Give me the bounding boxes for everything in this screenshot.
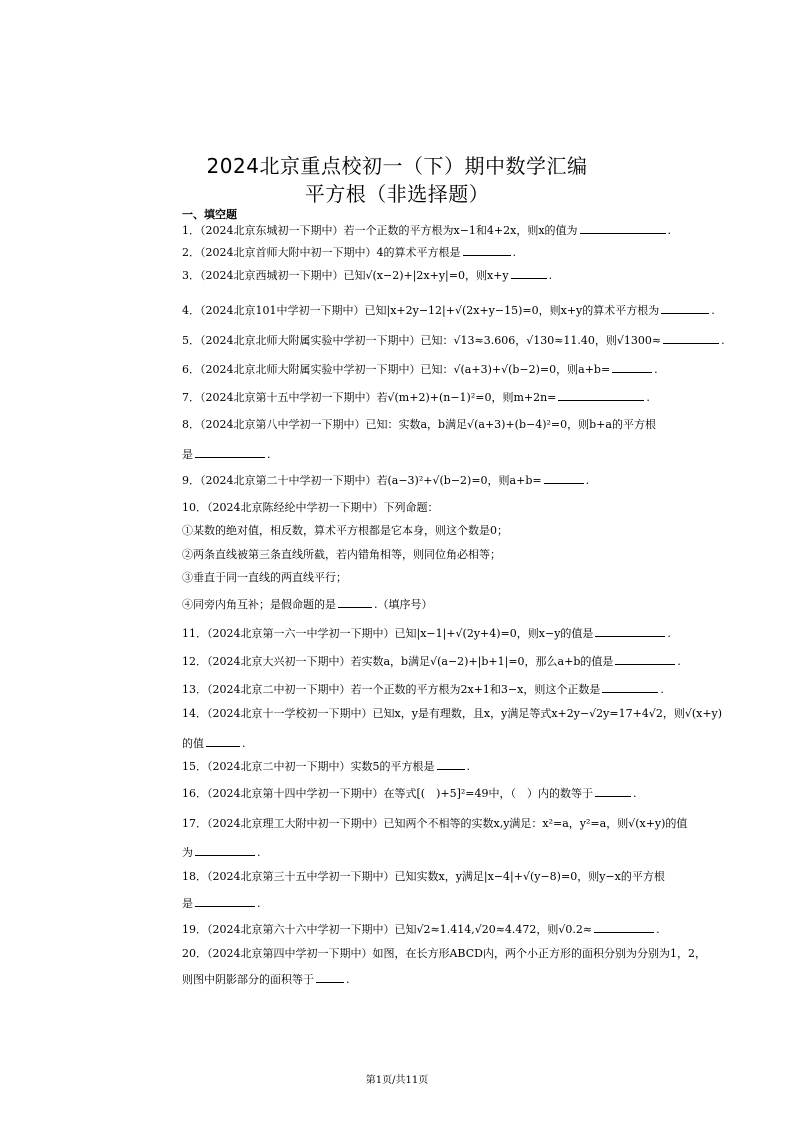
- question-line: [182, 548, 756, 562]
- question-suffix: .: [257, 846, 261, 859]
- question-line: [182, 947, 756, 961]
- question-line: [182, 244, 756, 260]
- answer-blank[interactable]: [338, 596, 372, 608]
- question-line: [182, 446, 756, 462]
- answer-blank[interactable]: [594, 921, 654, 933]
- question-text: 2．（2024北京首师大附中初一下期中）4的算术平方根是: [182, 246, 461, 259]
- question-suffix: .（填序号）: [374, 598, 433, 611]
- question-text: 15．（2024北京二中初一下期中）实数5的平方根是: [182, 760, 435, 773]
- question-text: 16．（2024北京第十四中学初一下期中）在等式[( )+5]²=49中，（ ）内的数等于: [182, 787, 593, 800]
- question-text: 10．（2024北京陈经纶中学初一下期中）下列命题：: [182, 501, 439, 514]
- question-line: [182, 844, 756, 860]
- question-text: 3．（2024北京西城初一下期中）已知√(x−2)+|2x+y|=0，则x+y: [182, 269, 509, 282]
- question-line: [182, 267, 756, 283]
- page-footer: 第1页/共11页: [365, 1075, 429, 1086]
- question-text: 6．（2024北京北师大附属实验中学初一下期中）已知：√(a+3)+√(b−2)=0，则a+b=: [182, 363, 611, 376]
- question-text: 1．（2024北京东城初一下期中）若一个正数的平方根为x−1和4+2x，则x的值为: [182, 224, 578, 237]
- answer-blank[interactable]: [316, 971, 344, 983]
- section-heading: 一、填空题: [182, 208, 237, 221]
- question-line: [182, 418, 756, 432]
- question-line: [182, 707, 756, 721]
- question-suffix: .: [711, 304, 715, 317]
- question-suffix: .: [633, 787, 637, 800]
- question-suffix: .: [656, 923, 660, 936]
- question-text: 11．（2024北京第一六一中学初一下期中）已知|x−1|+√(2y+4)=0，则x−y的值是: [182, 627, 594, 640]
- question-line: [182, 472, 756, 488]
- question-line: [182, 302, 756, 318]
- question-text: 18．（2024北京第三十五中学初一下期中）已知实数x，y满足|x−4|+√(y−8)=0，则y−x的平方根: [182, 870, 665, 883]
- question-text: 14．（2024北京十一学校初一下期中）已知x，y是有理数，且x，y满足等式x+2y−√2y=17+4√2，则√(x+y): [182, 707, 723, 720]
- question-suffix: .: [548, 269, 553, 282]
- answer-blank[interactable]: [595, 625, 665, 637]
- question-suffix: .: [667, 627, 671, 640]
- answer-blank[interactable]: [195, 446, 265, 458]
- question-text: ②两条直线被第三条直线所截，若内错角相等，则同位角必相等；: [182, 548, 501, 561]
- question-line: [182, 870, 756, 884]
- document-subtitle: 平方根（非选择题）: [304, 182, 490, 206]
- question-text: 9．（2024北京第二十中学初一下期中）若(a−3)²+√(b−2)=0，则a+b=: [182, 474, 542, 487]
- question-line: [182, 735, 756, 751]
- question-line: [182, 758, 756, 774]
- question-line: [182, 524, 756, 538]
- question-line: [182, 653, 756, 669]
- answer-blank[interactable]: [612, 361, 652, 373]
- question-text: ④同旁内角互补；是假命题的是: [182, 598, 336, 611]
- answer-blank[interactable]: [437, 758, 465, 770]
- question-text: 5．（2024北京北师大附属实验中学初一下期中）已知：√13≈3.606，√130≈11.40，则√1300≈: [182, 334, 662, 347]
- question-line: [182, 596, 756, 612]
- answer-blank[interactable]: [195, 844, 255, 856]
- question-text: 4．（2024北京101中学初一下期中）已知|x+2y−12|+√(2x+y−15)=0，则x+y的算术平方根为: [182, 304, 660, 317]
- question-text: 为: [182, 846, 193, 859]
- question-text: 8．（2024北京第八中学初一下期中）已知：实数a，b满足√(a+3)+(b−4)²=0，则b+a的平方根: [182, 418, 656, 431]
- answer-blank[interactable]: [663, 332, 719, 344]
- question-line: [182, 389, 756, 405]
- question-suffix: .: [512, 246, 516, 259]
- question-text: 20．（2024北京第四中学初一下期中）如图，在长方形ABCD内，两个小正方形的面积分别为分别为1，2，: [182, 947, 706, 960]
- question-suffix: .: [677, 655, 681, 668]
- question-line: [182, 332, 756, 348]
- question-line: [182, 681, 756, 697]
- question-text: 12．（2024北京大兴初一下期中）若实数a，b满足√(a−2)+|b+1|=0，那么a+b的值是: [182, 655, 614, 668]
- question-line: [182, 222, 756, 238]
- question-text: ③垂直于同一直线的两直线平行；: [182, 571, 347, 584]
- question-text: 是: [182, 448, 193, 461]
- question-line: [182, 817, 756, 831]
- answer-blank[interactable]: [558, 389, 644, 401]
- question-text: 的值: [182, 737, 204, 750]
- question-suffix: .: [257, 897, 261, 910]
- answer-blank[interactable]: [511, 267, 547, 279]
- answer-blank[interactable]: [595, 785, 631, 797]
- question-text: 7．（2024北京第十五中学初一下期中）若√(m+2)+(n−1)²=0，则m+2n=: [182, 391, 557, 404]
- question-line: [182, 501, 756, 515]
- question-text: ①某数的绝对值，相反数，算术平方根都是它本身，则这个数是0；: [182, 524, 508, 537]
- document-title: 2024北京重点校初一（下）期中数学汇编: [206, 154, 588, 178]
- answer-blank[interactable]: [206, 735, 240, 747]
- question-text: 13．（2024北京二中初一下期中）若一个正数的平方根为2x+1和3−x，则这个正数是: [182, 683, 601, 696]
- question-line: [182, 625, 756, 641]
- question-suffix: .: [654, 363, 658, 376]
- question-text: 是: [182, 897, 193, 910]
- answer-blank[interactable]: [602, 681, 658, 693]
- answer-blank[interactable]: [580, 222, 666, 234]
- question-suffix: .: [466, 760, 470, 773]
- question-line: [182, 361, 756, 377]
- question-suffix: .: [721, 334, 725, 347]
- answer-blank[interactable]: [544, 472, 584, 484]
- question-line: [182, 971, 756, 987]
- question-text: 17．（2024北京理工大附中初一下期中）已知两个不相等的实数x,y满足：x²=a，y²=a，则√(x+y)的值: [182, 817, 688, 830]
- question-suffix: .: [267, 448, 271, 461]
- answer-blank[interactable]: [661, 302, 709, 314]
- question-line: [182, 571, 756, 585]
- question-suffix: .: [346, 973, 350, 986]
- answer-blank[interactable]: [463, 244, 511, 256]
- question-text: 则图中阴影部分的面积等于: [182, 973, 314, 986]
- question-text: 19．（2024北京第六十六中学初一下期中）已知√2≈1.414,√20≈4.472，则√0.2≈: [182, 923, 593, 936]
- answer-blank[interactable]: [615, 653, 675, 665]
- question-suffix: .: [585, 474, 590, 487]
- question-suffix: .: [660, 683, 664, 696]
- question-suffix: .: [646, 391, 650, 404]
- question-suffix: .: [242, 737, 246, 750]
- question-line: [182, 785, 756, 801]
- answer-blank[interactable]: [195, 895, 255, 907]
- question-line: [182, 921, 756, 937]
- question-suffix: .: [667, 224, 672, 237]
- question-line: [182, 895, 756, 911]
